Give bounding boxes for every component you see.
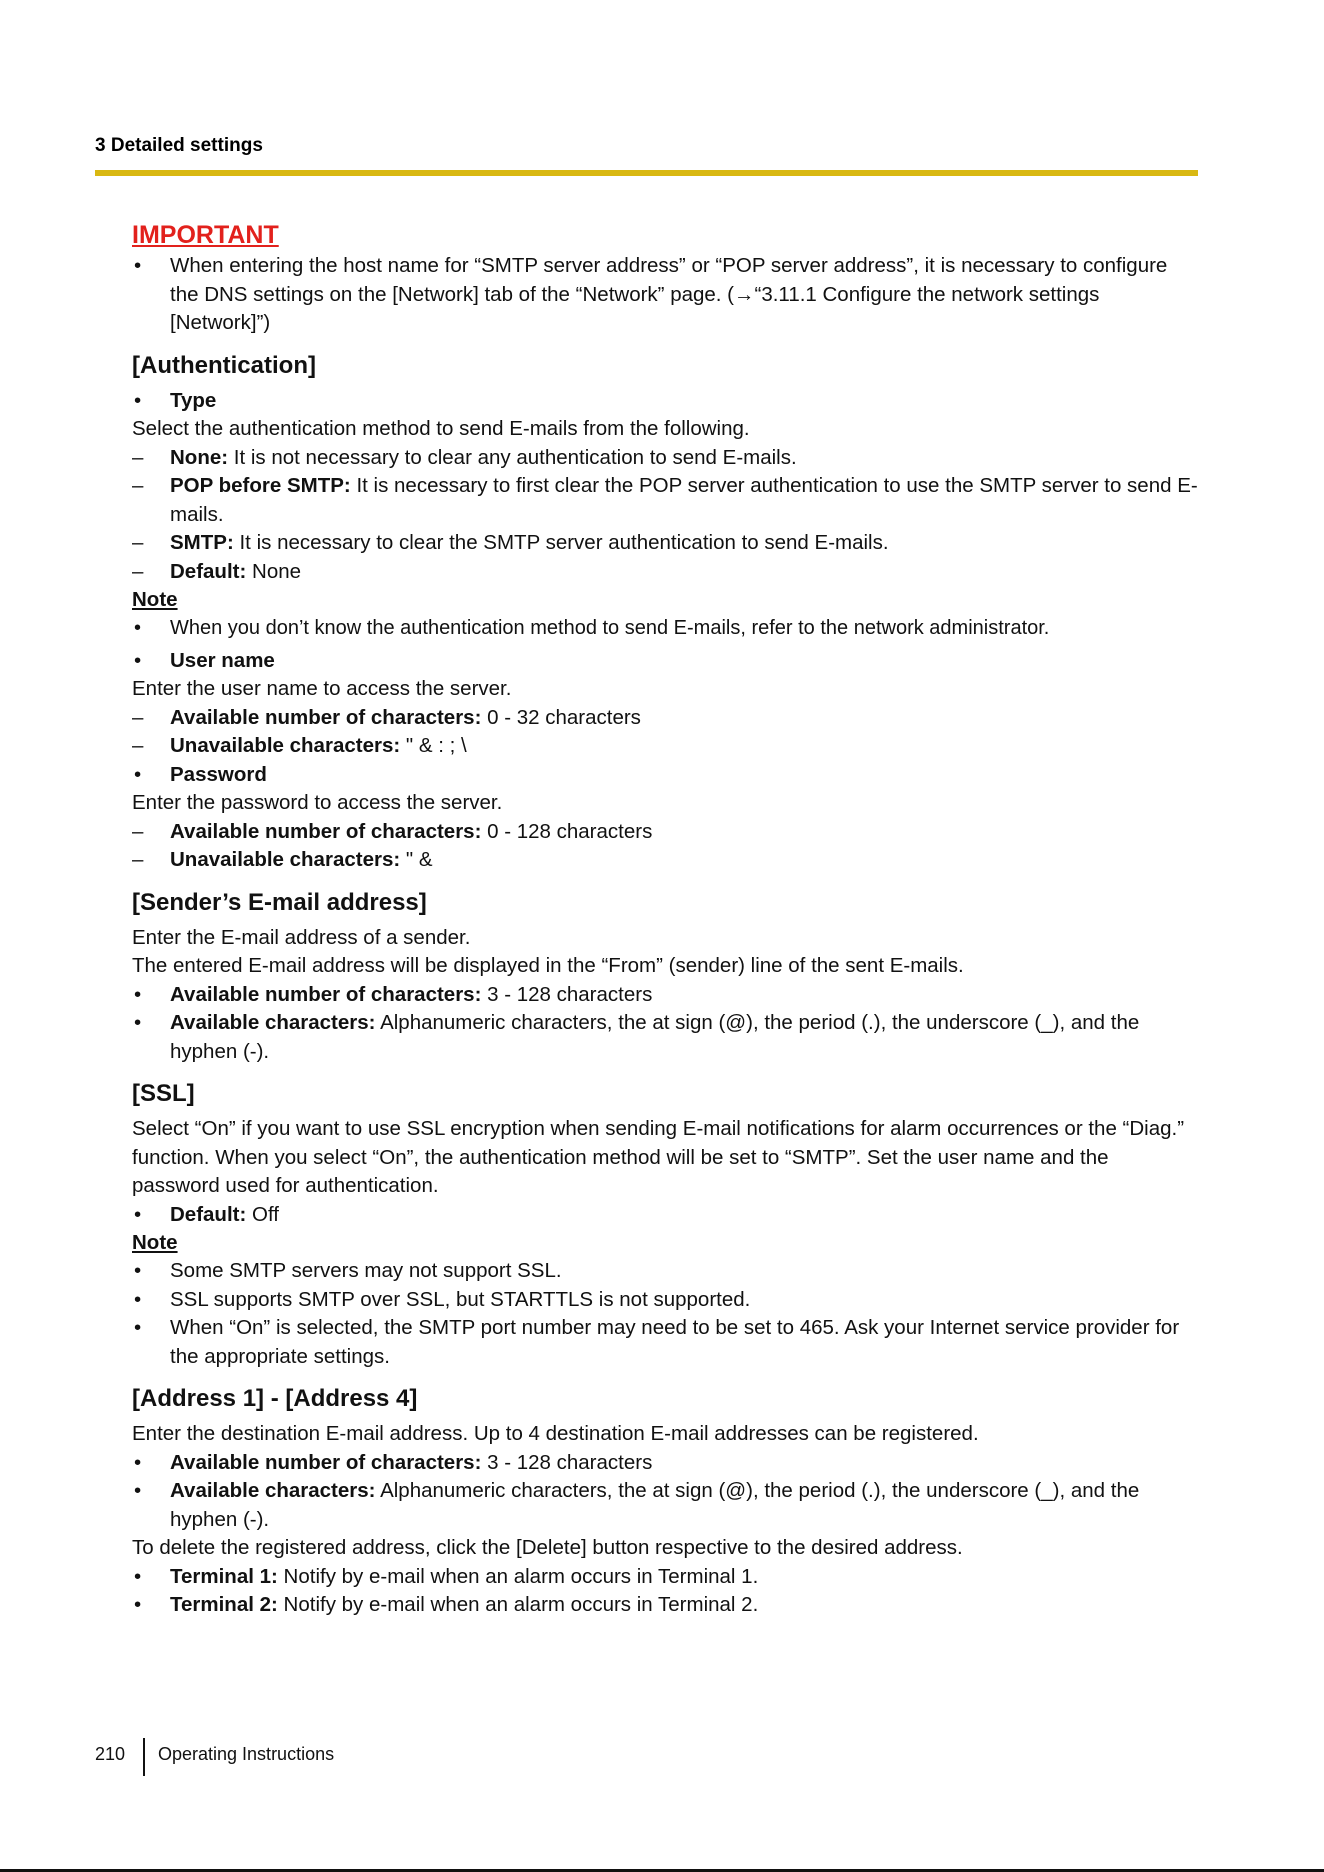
password-unavailable: – Unavailable characters: " & xyxy=(132,846,1200,875)
ssl-heading: [SSL] xyxy=(132,1080,195,1107)
type-item xyxy=(132,387,1200,416)
option-default: – Default: None xyxy=(132,558,1200,587)
option-none: – None: It is not necessary to clear any authentication to send E-mails. xyxy=(132,444,1200,473)
type-description: Select the authentication method to send E-mails from the following. xyxy=(132,417,750,440)
page-number: 210 xyxy=(95,1744,126,1764)
type-label: Type xyxy=(170,388,217,412)
authentication-heading: [Authentication] xyxy=(132,351,316,379)
auth-note-text: • When you don’t know the authentication method to send E-mails, refer to the network administrator. xyxy=(132,614,1200,643)
option-pop-before-smtp: – POP before SMTP: It is necessary to first clear the POP server authentication to use the SMTP server to send E-mails. xyxy=(132,472,1200,529)
address-count: • Available number of characters: 3 - 128 characters xyxy=(132,1449,1200,1478)
address-description: Enter the destination E-mail address. Up to 4 destination E-mail addresses can be registered. xyxy=(132,1422,979,1445)
username-count: – Available number of characters: 0 - 32 characters xyxy=(132,704,1200,733)
username-item xyxy=(132,647,1200,676)
terminal-1: • Terminal 1: Notify by e-mail when an alarm occurs in Terminal 1. xyxy=(132,1563,1200,1592)
address-chars: • Available characters: Alphanumeric characters, the at sign (@), the period (.), the underscore (_), and the hyphen (-). xyxy=(132,1477,1200,1534)
password-count: – Available number of characters: 0 - 128 characters xyxy=(132,818,1200,847)
sender-line1: Enter the E-mail address of a sender. xyxy=(132,925,471,949)
password-label: Password xyxy=(170,762,267,786)
option-smtp: – SMTP: It is necessary to clear the SMTP server authentication to send E-mails. xyxy=(132,529,1200,558)
page-content xyxy=(132,218,1200,1620)
password-description: Enter the password to access the server. xyxy=(132,791,503,814)
sender-chars: • Available characters: Alphanumeric characters, the at sign (@), the period (.), the underscore (_), and the hyphen (-). xyxy=(132,1009,1200,1066)
password-item xyxy=(132,761,1200,790)
auth-note-heading: Note xyxy=(132,588,178,611)
username-unavailable: – Unavailable characters: " & : ; \ xyxy=(132,732,1200,761)
ssl-note-3: • When “On” is selected, the SMTP port number may need to be set to 465. Ask your Internet service provider for the appropriate settings. xyxy=(132,1314,1200,1371)
terminal-2: • Terminal 2: Notify by e-mail when an alarm occurs in Terminal 2. xyxy=(132,1591,1200,1620)
ssl-note-1: • Some SMTP servers may not support SSL. xyxy=(132,1257,1200,1286)
footer-title: Operating Instructions xyxy=(158,1744,335,1764)
address-heading: [Address 1] - [Address 4] xyxy=(132,1385,418,1412)
username-description: Enter the user name to access the server. xyxy=(132,677,512,700)
ssl-default: • Default: Off xyxy=(132,1201,1200,1230)
important-bullet: • When entering the host name for “SMTP server address” or “POP server address”, it is necessary to configure the DNS settings on the [Network] tab of the “Network” page. (→“3.11.1 Configure the network settings [Network]”) xyxy=(132,252,1200,338)
ssl-description: Select “On” if you want to use SSL encryption when sending E-mail notifications for alarm occurrences or the “Diag.” function. When you select “On”, the authentication method will be set to “SMTP”. Set the user name and the password used for authentication. xyxy=(132,1117,1185,1197)
important-heading: IMPORTANT xyxy=(132,221,279,249)
ssl-note-2: • SSL supports SMTP over SSL, but STARTTLS is not supported. xyxy=(132,1286,1200,1315)
ssl-note-heading: Note xyxy=(132,1231,178,1254)
footer-divider xyxy=(143,1738,145,1776)
username-label: User name xyxy=(170,648,275,672)
sender-line2: The entered E-mail address will be displayed in the “From” (sender) line of the sent E-mails. xyxy=(132,954,964,977)
header-rule xyxy=(95,170,1198,176)
address-delete-instruction: To delete the registered address, click the [Delete] button respective to the desired address. xyxy=(132,1536,963,1559)
chapter-header: 3 Detailed settings xyxy=(95,135,263,156)
sender-count: • Available number of characters: 3 - 128 characters xyxy=(132,981,1200,1010)
sender-heading: [Sender’s E-mail address] xyxy=(132,888,427,916)
